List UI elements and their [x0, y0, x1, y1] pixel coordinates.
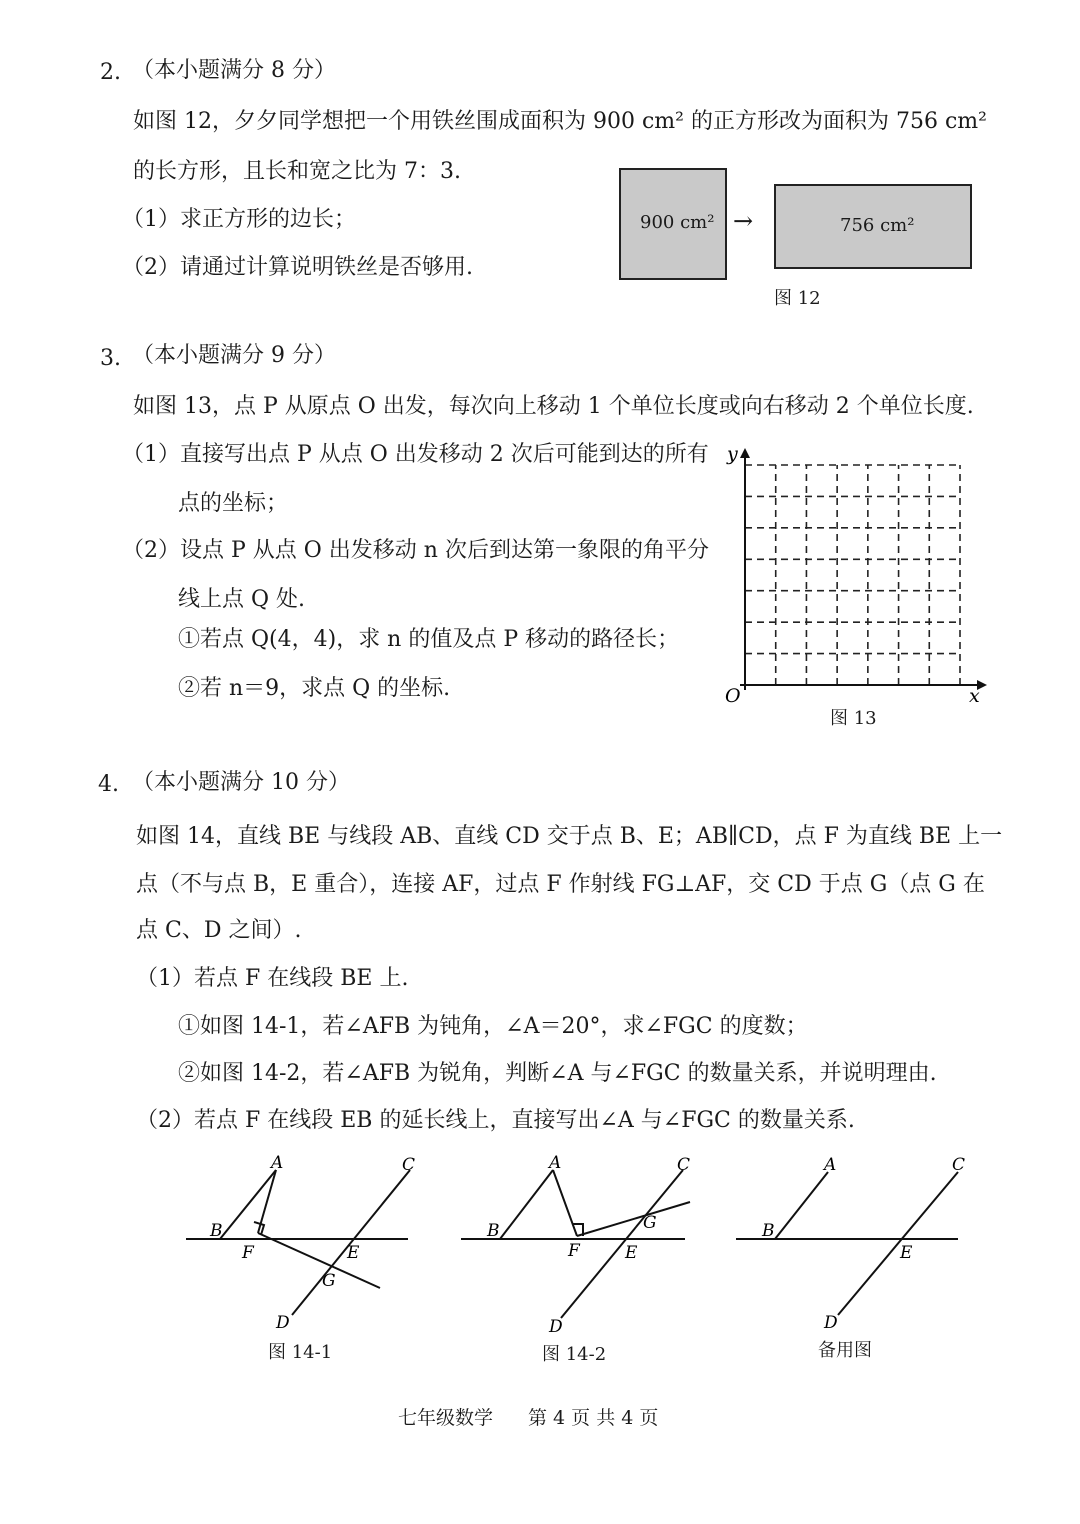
q3-part2-line2: 线上点 Q 处. [178, 587, 306, 612]
square-area-label: 900 cm² [640, 212, 715, 233]
label-d: D [824, 1313, 838, 1333]
figure14-spare [730, 1150, 970, 1340]
q4-number: 4. [98, 772, 119, 797]
q4-part1: （1）若点 F 在线段 BE 上. [136, 966, 409, 991]
q4-sub1: ①如图 14-1，若∠AFB 为钝角，∠A＝20°，求∠FGC 的度数； [178, 1014, 808, 1039]
q2-intro-line1: 如图 12，夕夕同学想把一个用铁丝围成面积为 900 cm² 的正方形改为面积为 756 cm² [133, 109, 987, 134]
q4-intro-line3: 点 C、D 之间）. [136, 918, 302, 943]
q2-part1: （1）求正方形的边长； [122, 207, 356, 232]
footer-subject: 七年级数学 [398, 1407, 494, 1429]
transform-arrow-icon: → [733, 207, 754, 235]
q3-intro: 如图 13，点 P 从原点 O 出发，每次向上移动 1 个单位长度或向右移动 2 个单位长度. [133, 394, 974, 419]
q3-number: 3. [100, 346, 121, 371]
label-a: A [824, 1155, 837, 1175]
figure14-spare-caption: 备用图 [818, 1340, 872, 1361]
label-g: G [322, 1271, 336, 1291]
segment-af [553, 1170, 577, 1236]
label-e: E [347, 1243, 360, 1263]
q4-part2: （2）若点 F 在线段 EB 的延长线上，直接写出∠A 与∠FGC 的数量关系. [136, 1108, 855, 1133]
q3-sub2: ②若 n＝9，求点 Q 的坐标. [178, 676, 451, 701]
label-e: E [900, 1243, 913, 1263]
figure14-1-caption: 图 14-1 [268, 1342, 333, 1363]
q4-heading: （本小题满分 10 分） [132, 770, 350, 795]
label-d: D [549, 1317, 563, 1337]
label-e: E [625, 1243, 638, 1263]
figure14-2-caption: 图 14-2 [542, 1344, 607, 1365]
segment-ab [775, 1172, 828, 1239]
q3-heading: （本小题满分 9 分） [132, 343, 336, 368]
label-c: C [402, 1155, 416, 1175]
label-g: G [643, 1213, 657, 1233]
q2-intro-line2: 的长方形，且长和宽之比为 7：3. [133, 159, 461, 184]
label-a: A [271, 1153, 284, 1173]
segment-ab [500, 1170, 553, 1239]
figure13-grid [715, 440, 990, 710]
label-b: B [210, 1221, 223, 1241]
q3-part2-line1: （2）设点 P 从点 O 出发移动 n 次后到达第一象限的角平分 [122, 538, 709, 563]
origin-label: O [725, 685, 741, 707]
label-c: C [677, 1155, 691, 1175]
q3-part1-line1: （1）直接写出点 P 从点 O 出发移动 2 次后可能到达的所有 [122, 442, 709, 467]
label-d: D [276, 1313, 290, 1333]
q3-part1-line2: 点的坐标； [178, 491, 289, 516]
q4-intro-line1: 如图 14，直线 BE 与线段 AB、直线 CD 交于点 B、E；AB∥CD，点 F 为直线 BE 上一 [136, 824, 1003, 849]
q2-number: 2. [100, 60, 121, 85]
figure14-2 [455, 1150, 705, 1340]
label-a: A [549, 1153, 562, 1173]
q2-part2: （2）请通过计算说明铁丝是否够用. [122, 255, 473, 280]
label-c: C [952, 1155, 966, 1175]
q4-sub2: ②如图 14-2，若∠AFB 为锐角，判断∠A 与∠FGC 的数量关系，并说明理由. [178, 1061, 937, 1086]
q2-heading: （本小题满分 8 分） [132, 58, 336, 83]
ray-fg [258, 1233, 380, 1288]
label-f: F [242, 1243, 254, 1263]
q4-intro-line2: 点（不与点 B，E 重合），连接 AF，过点 F 作射线 FG⊥AF，交 CD 于点 G（点 G 在 [136, 872, 985, 897]
grid-lines [745, 465, 960, 685]
figure12-caption: 图 12 [774, 288, 821, 309]
y-axis-label: y [727, 443, 738, 465]
line-cd [838, 1172, 958, 1315]
x-axis-label: x [969, 685, 980, 707]
y-axis-arrow-icon [740, 448, 750, 458]
segment-ab [220, 1170, 276, 1239]
rectangle-area-label: 756 cm² [840, 215, 915, 236]
footer-page: 第 4 页 共 4 页 [528, 1407, 659, 1429]
figure14-1 [180, 1150, 420, 1340]
label-b: B [762, 1221, 775, 1241]
label-f: F [568, 1241, 580, 1261]
label-b: B [487, 1221, 500, 1241]
q3-sub1: ①若点 Q(4，4)，求 n 的值及点 P 移动的路径长； [178, 627, 680, 652]
figure13-caption: 图 13 [830, 708, 877, 729]
